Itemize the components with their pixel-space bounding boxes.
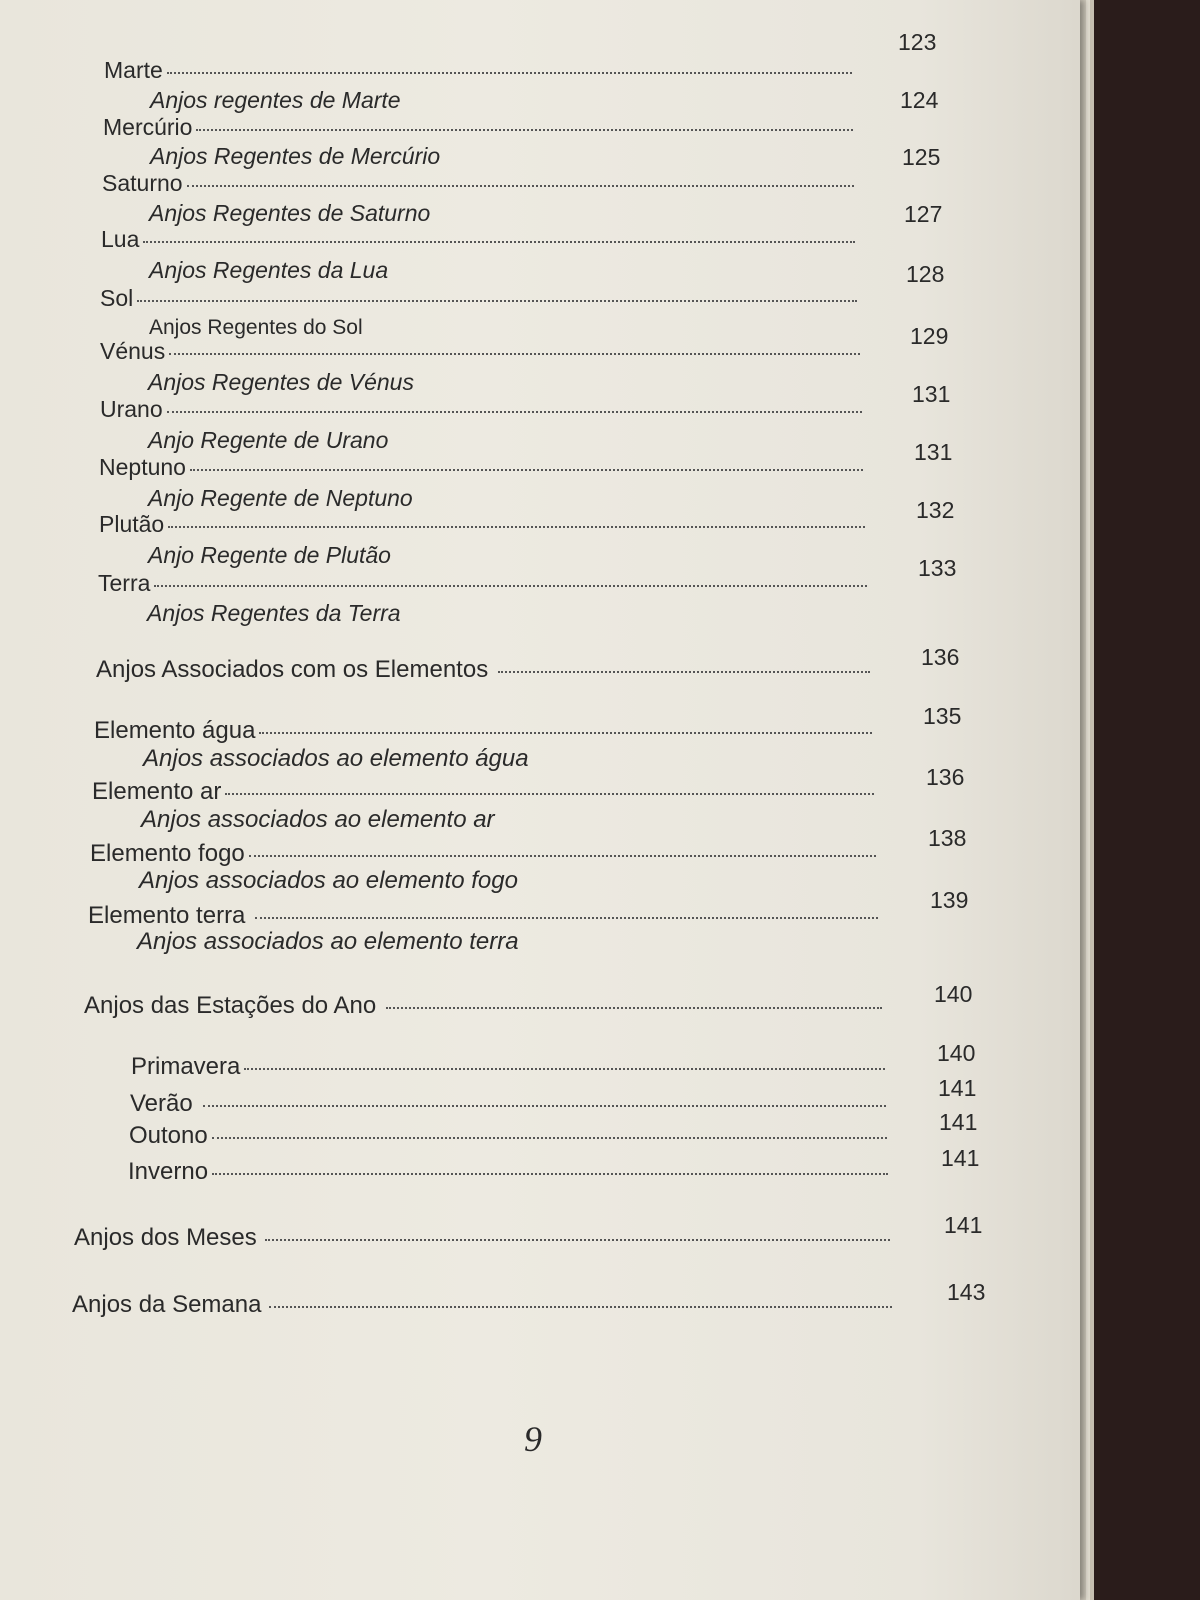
toc-entry-title: Terra: [98, 570, 151, 596]
toc-subentry: Anjo Regente de Plutão: [148, 542, 391, 568]
dot-leader: [168, 525, 865, 528]
toc-subentry: Anjos associados ao elemento terra: [137, 928, 519, 955]
toc-subentry: Anjos Regentes da Terra: [147, 600, 401, 626]
toc-entry-title: Verão: [130, 1090, 193, 1117]
toc-entry-sol: [100, 284, 857, 312]
toc-entry-title: Primavera: [131, 1053, 241, 1080]
toc-entry-venus: [100, 337, 860, 365]
toc-section-title: Anjos Associados com os Elementos: [96, 656, 489, 683]
toc-entry-title: Plutão: [99, 511, 165, 537]
toc-subentry: Anjo Regente de Neptuno: [148, 485, 413, 511]
toc-entry-title: Urano: [100, 396, 163, 422]
dot-leader: [265, 1238, 890, 1241]
toc-entry-page: 141: [941, 1145, 980, 1171]
toc-entry-page: 131: [914, 439, 953, 465]
dot-leader: [259, 731, 872, 734]
toc-entry-outono: [129, 1122, 887, 1150]
page-edge: [1090, 0, 1094, 1600]
dot-leader: [269, 1305, 892, 1308]
toc-section-semana: [72, 1291, 892, 1319]
toc-entry-title: Sol: [100, 285, 134, 311]
toc-subentry: Anjo Regente de Urano: [148, 427, 389, 453]
toc-entry-title: Lua: [101, 226, 140, 252]
toc-section-meses: [74, 1224, 890, 1252]
toc-entry-fogo: [90, 840, 876, 868]
toc-entry-page: 140: [937, 1040, 976, 1066]
toc-entry-page: 141: [939, 1109, 978, 1135]
toc-entry-title: Elemento água: [94, 717, 256, 744]
toc-entry-title: Vénus: [100, 338, 166, 364]
dot-leader: [255, 916, 878, 919]
toc-subentry: Anjos Regentes da Lua: [149, 257, 389, 283]
toc-section-elementos: [96, 656, 870, 684]
dot-leader: [386, 1006, 882, 1009]
toc-section-title: Anjos das Estações do Ano: [84, 992, 377, 1019]
toc-entry-primavera: [131, 1053, 885, 1081]
toc-section-page: 141: [944, 1212, 983, 1238]
toc-entry-lua: [101, 225, 855, 253]
dot-leader: [498, 670, 870, 673]
dot-leader: [196, 128, 853, 131]
dot-leader: [225, 792, 874, 795]
dot-leader: [137, 299, 857, 302]
dot-leader: [167, 71, 852, 74]
toc-entry-terra: [98, 569, 867, 597]
dot-leader: [187, 184, 854, 187]
toc-entry-terra-elemento: [88, 902, 878, 930]
toc-subentry: Anjos Regentes de Vénus: [148, 369, 414, 395]
page-number: 9: [524, 1419, 542, 1459]
dot-leader: [249, 854, 876, 857]
toc-entry-page: 138: [928, 825, 967, 851]
dot-leader: [212, 1172, 888, 1175]
toc-entry-title: Mercúrio: [103, 114, 193, 140]
toc-entry-page: 131: [912, 381, 951, 407]
toc-entry-ar: [92, 778, 874, 806]
toc-entry-title: Marte: [104, 57, 163, 83]
toc-entry-title: Neptuno: [99, 454, 186, 480]
toc-entry-title: Inverno: [128, 1158, 209, 1185]
toc-entry-title: Elemento ar: [92, 778, 222, 805]
toc-entry-page: 124: [900, 87, 939, 113]
toc-entry-page: 127: [904, 201, 943, 227]
toc-entry-page: 141: [938, 1075, 977, 1101]
toc-entry-marte: [104, 56, 852, 84]
toc-entry-page: 129: [910, 323, 949, 349]
toc-entry-title: Elemento fogo: [90, 840, 245, 867]
toc-entry-page: 132: [916, 497, 955, 523]
dot-leader: [143, 240, 855, 243]
toc-subentry: Anjos Regentes de Saturno: [149, 200, 431, 226]
dot-leader: [203, 1104, 886, 1107]
dot-leader: [212, 1136, 887, 1139]
toc-entry-inverno: [128, 1158, 888, 1186]
toc-entry-urano: [100, 395, 862, 423]
toc-entry-page: 123: [898, 29, 937, 55]
toc-entry-page: 133: [918, 555, 957, 581]
toc-subentry: Anjos associados ao elemento ar: [141, 806, 495, 833]
toc-entry-page: 135: [923, 703, 962, 729]
dot-leader: [169, 352, 860, 355]
toc-entry-page: 128: [906, 261, 945, 287]
toc-entry-neptuno: [99, 453, 863, 481]
toc-section-page: 136: [921, 644, 960, 670]
toc-subentry: Anjos Regentes de Mercúrio: [150, 143, 441, 169]
toc-section-page: 143: [947, 1279, 986, 1305]
toc-subentry: Anjos Regentes do Sol: [149, 316, 363, 339]
toc-entry-plutao: [99, 510, 865, 538]
toc-subentry: Anjos associados ao elemento água: [143, 745, 529, 772]
toc-section-estacoes: [84, 992, 882, 1020]
toc-entry-saturno: [102, 169, 854, 197]
toc-section-page: 140: [934, 981, 973, 1007]
toc-entry-page: 139: [930, 887, 969, 913]
toc-entry-page: 136: [926, 764, 965, 790]
dot-leader: [190, 468, 863, 471]
toc-subentry: Anjos regentes de Marte: [150, 87, 401, 113]
toc-entry-mercurio: [103, 113, 853, 141]
toc-subentry: Anjos associados ao elemento fogo: [139, 867, 518, 894]
toc-entry-title: Saturno: [102, 170, 183, 196]
toc-section-title: Anjos da Semana: [72, 1291, 262, 1318]
toc-entry-title: Outono: [129, 1122, 208, 1149]
toc-section-title: Anjos dos Meses: [74, 1224, 257, 1251]
toc-entry-verao: [130, 1090, 886, 1118]
toc-entry-page: 125: [902, 144, 941, 170]
toc-entry-title: Elemento terra: [88, 902, 246, 929]
toc-entry-agua: [94, 717, 872, 745]
dot-leader: [167, 410, 862, 413]
dot-leader: [244, 1067, 885, 1070]
dot-leader: [154, 584, 867, 587]
